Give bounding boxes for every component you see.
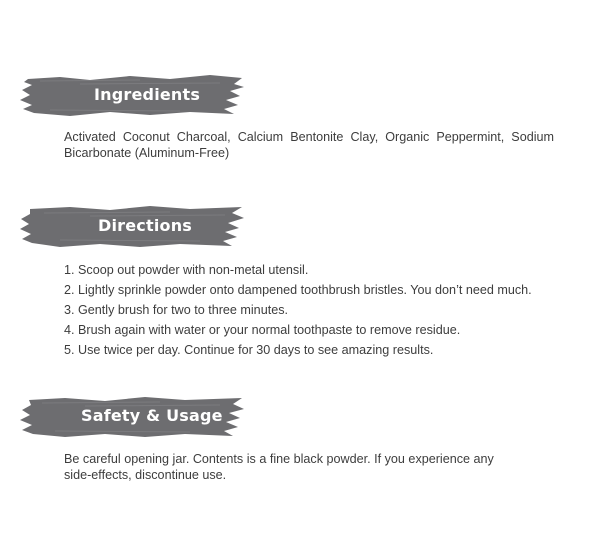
list-item: 4. Brush again with water or your normal toothpaste to remove residue. <box>64 323 461 337</box>
list-item: 1. Scoop out powder with non-metal utensil. <box>64 263 309 277</box>
directions-title: Directions <box>98 216 193 235</box>
ingredients-banner <box>20 72 244 118</box>
ingredients-text: Activated Coconut Charcoal, Calcium Bentonite Clay, Organic Peppermint, Sodium Bicarbonate (Aluminum-Free) <box>64 130 554 160</box>
safety-title: Safety & Usage <box>81 406 223 425</box>
safety-banner <box>20 393 244 439</box>
list-item: 5. Use twice per day. Continue for 30 days to see amazing results. <box>64 343 434 357</box>
safety-text: Be careful opening jar. Contents is a fine black powder. If you experience any side-effects, discontinue use. <box>64 452 494 482</box>
directions-banner <box>20 203 244 249</box>
directions-steps-list <box>64 260 532 360</box>
ingredients-title: Ingredients <box>94 85 201 104</box>
list-item: 2. Lightly sprinkle powder onto dampened toothbrush bristles. You don’t need much. <box>64 283 532 297</box>
list-item: 3. Gently brush for two to three minutes. <box>64 303 288 317</box>
